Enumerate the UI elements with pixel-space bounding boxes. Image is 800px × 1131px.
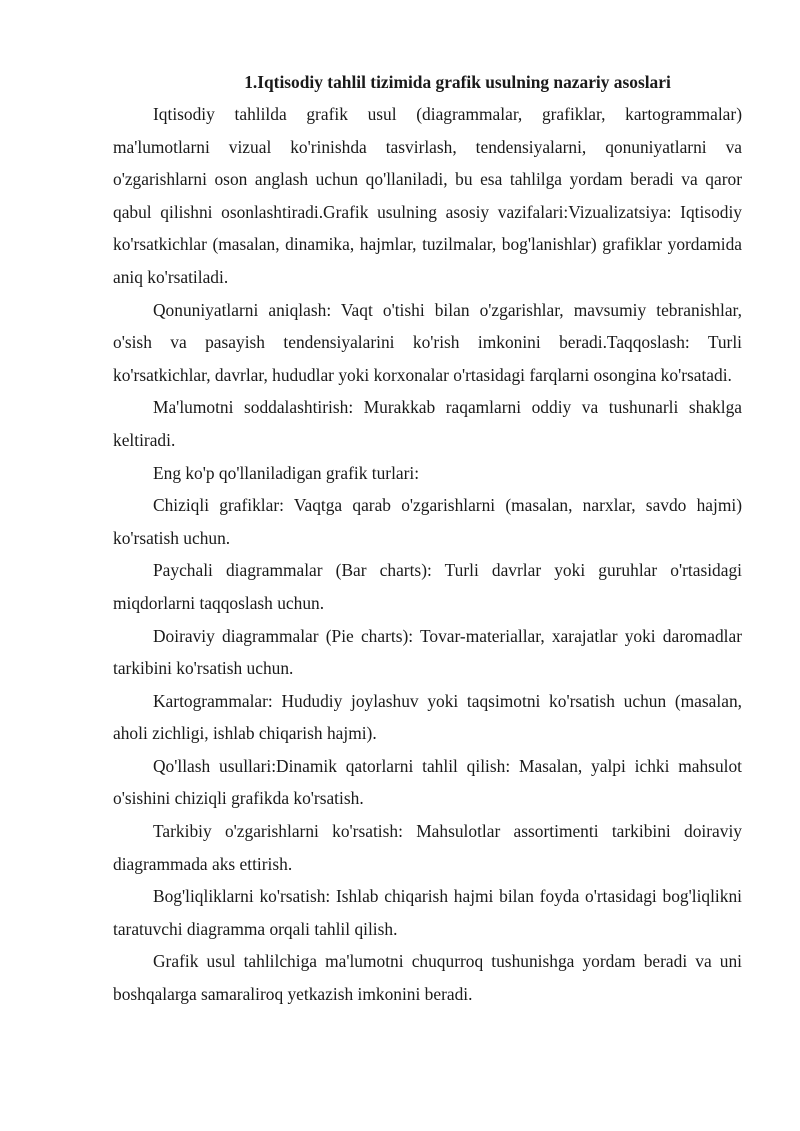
document-title: 1.Iqtisodiy tahlil tizimida grafik usulning nazariy asoslari bbox=[244, 72, 671, 92]
paragraph-qonuniyatlar: Qonuniyatlarni aniqlash: Vaqt o'tishi bilan o'zgarishlar, mavsumiy tebranishlar, o'sish va pasayish tendensiyalarini ko'rish imkonini beradi.Taqqoslash: Turli ko'rsatkichlar, davrlar, hududlar yoki korxonalar o'rtasidagi farqlarni osongina ko'rsatadi. bbox=[113, 299, 742, 385]
paragraph-grafik-turlari: Eng ko'p qo'llaniladigan grafik turlari: bbox=[153, 462, 420, 483]
paragraph-bogliqliklar: Bog'liqliklarni ko'rsatish: Ishlab chiqarish hajmi bilan foyda o'rtasidagi bog'liqlikni taratuvchi diagramma orqali tahlil qilish. bbox=[113, 886, 742, 939]
document-page bbox=[113, 66, 742, 1011]
paragraph-tarkibiy: Tarkibiy o'zgarishlarni ko'rsatish: Mahsulotlar assortimenti tarkibini doiraviy diagrammada aks ettirish. bbox=[113, 821, 742, 874]
paragraph-chiziqli: Chiziqli grafiklar: Vaqtga qarab o'zgarishlarni (masalan, narxlar, savdo hajmi) ko'rsatish uchun. bbox=[113, 495, 742, 548]
paragraph-paychali: Paychali diagrammalar (Bar charts): Turli davrlar yoki guruhlar o'rtasidagi miqdorlarni taqqoslash uchun. bbox=[113, 560, 742, 613]
paragraph-grafik-usul: Iqtisodiy tahlilda grafik usul (diagrammalar, grafiklar, kartogrammalar) ma'lumotlarni vizual ko'rinishda tasvirlash, tendensiyalarni, qonuniyatlarni va o'zgarishlarni oson anglash uchun qo'llaniladi, bu esa tahlilga yordam beradi va qaror qabul qilishni osonlashtiradi.Grafik usulning asosiy vazifalari:Vizualizatsiya: Iqtisodiy ko'rsatkichlar (masalan, dinamika, hajmlar, tuzilmalar, bog'lanishlar) grafiklar yordamida aniq ko'rsatiladi. bbox=[113, 104, 742, 287]
paragraph-kartogrammalar: Kartogrammalar: Hududiy joylashuv yoki taqsimotni ko'rsatish uchun (masalan, aholi zichligi, ishlab chiqarish hajmi). bbox=[113, 690, 742, 744]
paragraph-doiraviy: Doiraviy diagrammalar (Pie charts): Tovar-materiallar, xarajatlar yoki daromadlar tarkibini ko'rsatish uchun. bbox=[113, 625, 742, 679]
paragraph-soddalashtirish: Ma'lumotni soddalashtirish: Murakkab raqamlarni oddiy va tushunarli shaklga keltiradi. bbox=[113, 397, 742, 450]
paragraph-qollash-usullari: Qo'llash usullari:Dinamik qatorlarni tahlil qilish: Masalan, yalpi ichki mahsulot o'sishini chiziqli grafikda ko'rsatish. bbox=[113, 755, 742, 809]
paragraph-xulosa: Grafik usul tahlilchiga ma'lumotni chuqurroq tushunishga yordam beradi va uni boshqalarga samaraliroq yetkazish imkonini beradi. bbox=[113, 951, 742, 1005]
